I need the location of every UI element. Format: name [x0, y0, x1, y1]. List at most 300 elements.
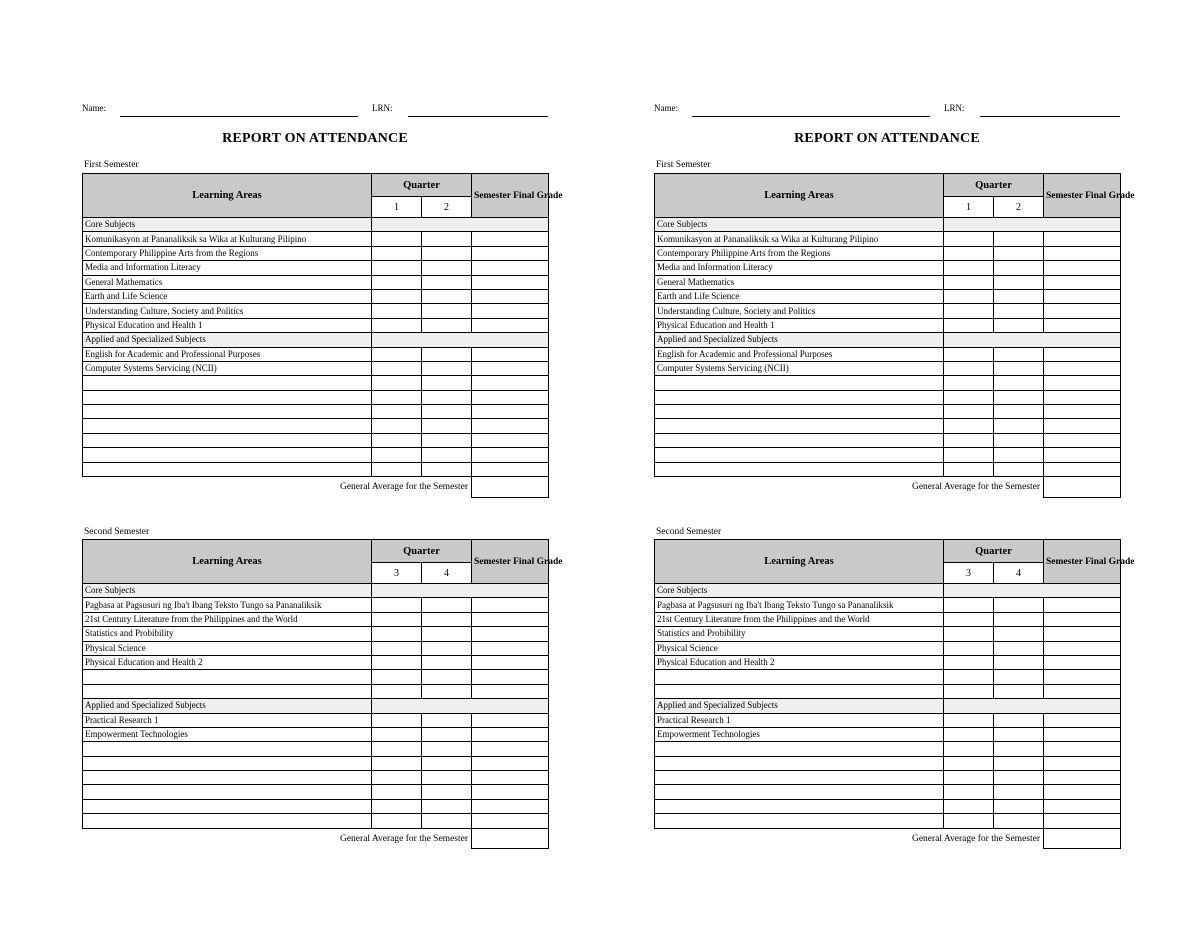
final-grade-cell[interactable] [1044, 641, 1121, 655]
quarter-grade-cell[interactable] [372, 405, 422, 419]
semester-final-grade-header: Semester Final Grade [472, 174, 549, 218]
final-grade-cell[interactable] [472, 713, 549, 727]
subject-row [83, 684, 549, 698]
quarter-grade-cell[interactable] [994, 598, 1044, 612]
report-title: REPORT ON ATTENDANCE [222, 131, 408, 146]
group-spacer [372, 218, 549, 232]
final-grade-cell[interactable] [472, 612, 549, 626]
quarter-grade-cell[interactable] [422, 641, 472, 655]
quarter-grade-cell[interactable] [944, 304, 994, 318]
quarter-grade-cell[interactable] [372, 627, 422, 641]
quarter-grade-cell[interactable] [994, 261, 1044, 275]
quarter-grade-cell[interactable] [422, 814, 472, 828]
subject-name: Physical Science [83, 641, 372, 655]
final-grade-cell[interactable] [1044, 785, 1121, 799]
quarter-grade-cell[interactable] [944, 742, 994, 756]
subject-name: Pagbasa at Pagsusuri ng Iba't Ibang Teksto Tungo sa Pananaliksik [83, 598, 372, 612]
quarter-grade-cell[interactable] [994, 289, 1044, 303]
lrn-field[interactable] [980, 116, 1120, 117]
quarter-grade-cell[interactable] [994, 361, 1044, 375]
quarter-grade-cell[interactable] [944, 405, 994, 419]
quarter-grade-cell[interactable] [944, 713, 994, 727]
final-grade-cell[interactable] [1044, 318, 1121, 332]
final-grade-cell[interactable] [472, 347, 549, 361]
final-grade-cell[interactable] [472, 799, 549, 813]
quarter-grade-cell[interactable] [372, 684, 422, 698]
quarter-grade-cell[interactable] [422, 232, 472, 246]
report-title: REPORT ON ATTENDANCE [794, 131, 980, 146]
group-spacer [944, 699, 1121, 713]
final-grade-cell[interactable] [472, 727, 549, 741]
quarter-grade-cell[interactable] [994, 232, 1044, 246]
general-average-label: General Average for the Semester [655, 828, 1044, 849]
final-grade-cell[interactable] [472, 433, 549, 447]
subject-row [655, 785, 1121, 799]
final-grade-cell[interactable] [1044, 612, 1121, 626]
subject-name [655, 785, 944, 799]
final-grade-cell[interactable] [1044, 727, 1121, 741]
quarter-grade-cell[interactable] [994, 318, 1044, 332]
second-semester-table [82, 539, 563, 849]
quarter-number: 4 [422, 563, 472, 584]
quarter-grade-cell[interactable] [994, 756, 1044, 770]
subject-name [655, 448, 944, 462]
quarter-grade-cell[interactable] [422, 655, 472, 669]
subject-name: Komunikasyon at Pananaliksik sa Wika at Kulturang Pilipino [83, 232, 372, 246]
subject-row [655, 405, 1121, 419]
final-grade-cell[interactable] [472, 785, 549, 799]
quarter-grade-cell[interactable] [372, 756, 422, 770]
final-grade-cell[interactable] [472, 405, 549, 419]
quarter-grade-cell[interactable] [944, 684, 994, 698]
general-average-label: General Average for the Semester [655, 477, 1044, 498]
lrn-field[interactable] [408, 116, 548, 117]
group-spacer [372, 333, 549, 347]
quarter-grade-cell[interactable] [994, 304, 1044, 318]
subject-row [655, 304, 1121, 318]
subject-row [83, 261, 549, 275]
subject-row [83, 814, 549, 828]
quarter-grade-cell[interactable] [944, 785, 994, 799]
quarter-grade-cell[interactable] [422, 246, 472, 260]
quarter-grade-cell[interactable] [994, 246, 1044, 260]
subject-row [83, 405, 549, 419]
subject-name: Pagbasa at Pagsusuri ng Iba't Ibang Teksto Tungo sa Pananaliksik [655, 598, 944, 612]
group-spacer [372, 699, 549, 713]
subject-name: Physical Education and Health 2 [655, 655, 944, 669]
quarter-grade-cell[interactable] [372, 361, 422, 375]
quarter-grade-cell[interactable] [372, 655, 422, 669]
final-grade-cell[interactable] [1044, 598, 1121, 612]
final-grade-cell[interactable] [1044, 433, 1121, 447]
final-grade-cell[interactable] [472, 304, 549, 318]
subject-name [83, 433, 372, 447]
final-grade-cell[interactable] [472, 655, 549, 669]
quarter-grade-cell[interactable] [372, 799, 422, 813]
quarter-grade-cell[interactable] [944, 361, 994, 375]
quarter-grade-cell[interactable] [372, 670, 422, 684]
group-spacer [944, 333, 1121, 347]
subject-row [655, 627, 1121, 641]
subject-name [655, 376, 944, 390]
final-grade-cell[interactable] [472, 390, 549, 404]
final-grade-cell[interactable] [1044, 655, 1121, 669]
subject-row [655, 684, 1121, 698]
quarter-grade-cell[interactable] [944, 799, 994, 813]
subject-row [655, 318, 1121, 332]
quarter-grade-cell[interactable] [422, 684, 472, 698]
general-average-cell[interactable] [472, 477, 549, 498]
quarter-grade-cell[interactable] [422, 261, 472, 275]
subject-row [655, 261, 1121, 275]
quarter-grade-cell[interactable] [422, 727, 472, 741]
quarter-grade-cell[interactable] [944, 641, 994, 655]
final-grade-cell[interactable] [1044, 246, 1121, 260]
quarter-grade-cell[interactable] [422, 361, 472, 375]
subject-name [83, 419, 372, 433]
quarter-grade-cell[interactable] [994, 419, 1044, 433]
quarter-grade-cell[interactable] [994, 462, 1044, 476]
quarter-grade-cell[interactable] [422, 756, 472, 770]
final-grade-cell[interactable] [472, 261, 549, 275]
quarter-grade-cell[interactable] [372, 318, 422, 332]
quarter-grade-cell[interactable] [994, 390, 1044, 404]
final-grade-cell[interactable] [472, 318, 549, 332]
general-average-cell[interactable] [1044, 477, 1121, 498]
general-average-cell[interactable] [472, 828, 549, 849]
quarter-grade-cell[interactable] [422, 376, 472, 390]
subject-row [83, 713, 549, 727]
subject-row [655, 713, 1121, 727]
name-field[interactable] [120, 116, 358, 117]
quarter-grade-cell[interactable] [944, 390, 994, 404]
subject-row [83, 756, 549, 770]
quarter-grade-cell[interactable] [944, 246, 994, 260]
applied-subjects-label: Applied and Specialized Subjects [655, 699, 944, 713]
quarter-grade-cell[interactable] [994, 670, 1044, 684]
subject-row [83, 641, 549, 655]
quarter-grade-cell[interactable] [372, 232, 422, 246]
final-grade-cell[interactable] [472, 448, 549, 462]
subject-name [83, 462, 372, 476]
subject-row [83, 304, 549, 318]
final-grade-cell[interactable] [472, 670, 549, 684]
subject-row [83, 462, 549, 476]
final-grade-cell[interactable] [472, 232, 549, 246]
final-grade-cell[interactable] [1044, 361, 1121, 375]
quarter-grade-cell[interactable] [422, 670, 472, 684]
quarter-grade-cell[interactable] [944, 756, 994, 770]
subject-name: Physical Education and Health 2 [83, 655, 372, 669]
subject-row [655, 376, 1121, 390]
quarter-grade-cell[interactable] [994, 727, 1044, 741]
student-info-row [82, 102, 548, 118]
subject-name: Media and Information Literacy [655, 261, 944, 275]
quarter-header: Quarter [944, 174, 1044, 197]
quarter-grade-cell[interactable] [944, 433, 994, 447]
final-grade-cell[interactable] [1044, 627, 1121, 641]
subject-name: 21st Century Literature from the Philippines and the World [655, 612, 944, 626]
subject-name: Empowerment Technologies [83, 727, 372, 741]
quarter-grade-cell[interactable] [944, 814, 994, 828]
subject-row [83, 670, 549, 684]
subject-name [655, 684, 944, 698]
quarter-grade-cell[interactable] [422, 304, 472, 318]
quarter-grade-cell[interactable] [944, 627, 994, 641]
quarter-grade-cell[interactable] [422, 405, 472, 419]
quarter-grade-cell[interactable] [994, 405, 1044, 419]
subject-row [655, 612, 1121, 626]
first-semester-label: First Semester [84, 160, 139, 170]
quarter-grade-cell[interactable] [422, 275, 472, 289]
applied-subjects-label: Applied and Specialized Subjects [655, 333, 944, 347]
quarter-grade-cell[interactable] [372, 376, 422, 390]
general-average-cell[interactable] [1044, 828, 1121, 849]
quarter-grade-cell[interactable] [944, 448, 994, 462]
quarter-grade-cell[interactable] [372, 390, 422, 404]
applied-subjects-label: Applied and Specialized Subjects [83, 333, 372, 347]
quarter-grade-cell[interactable] [994, 785, 1044, 799]
quarter-grade-cell[interactable] [372, 275, 422, 289]
quarter-grade-cell[interactable] [372, 304, 422, 318]
quarter-grade-cell[interactable] [422, 433, 472, 447]
quarter-grade-cell[interactable] [944, 376, 994, 390]
quarter-grade-cell[interactable] [372, 261, 422, 275]
subject-name [83, 405, 372, 419]
subject-name: General Mathematics [655, 275, 944, 289]
final-grade-cell[interactable] [1044, 713, 1121, 727]
final-grade-cell[interactable] [472, 814, 549, 828]
quarter-grade-cell[interactable] [422, 771, 472, 785]
quarter-grade-cell[interactable] [422, 598, 472, 612]
quarter-grade-cell[interactable] [944, 232, 994, 246]
final-grade-cell[interactable] [472, 641, 549, 655]
subject-name: Understanding Culture, Society and Politics [655, 304, 944, 318]
final-grade-cell[interactable] [472, 462, 549, 476]
quarter-grade-cell[interactable] [422, 462, 472, 476]
final-grade-cell[interactable] [472, 627, 549, 641]
quarter-grade-cell[interactable] [372, 598, 422, 612]
quarter-grade-cell[interactable] [372, 246, 422, 260]
quarter-grade-cell[interactable] [994, 641, 1044, 655]
final-grade-cell[interactable] [472, 771, 549, 785]
quarter-grade-cell[interactable] [372, 347, 422, 361]
subject-name [83, 684, 372, 698]
final-grade-cell[interactable] [1044, 814, 1121, 828]
quarter-grade-cell[interactable] [422, 318, 472, 332]
final-grade-cell[interactable] [1044, 261, 1121, 275]
student-info-row [654, 102, 1120, 118]
lrn-label: LRN: [944, 103, 965, 113]
subject-row [83, 655, 549, 669]
quarter-grade-cell[interactable] [994, 612, 1044, 626]
subject-row [83, 448, 549, 462]
subject-name: Practical Research 1 [83, 713, 372, 727]
final-grade-cell[interactable] [1044, 670, 1121, 684]
subject-name [83, 376, 372, 390]
final-grade-cell[interactable] [1044, 275, 1121, 289]
learning-areas-header: Learning Areas [83, 174, 372, 218]
final-grade-cell[interactable] [1044, 756, 1121, 770]
quarter-grade-cell[interactable] [372, 462, 422, 476]
subject-name [655, 405, 944, 419]
quarter-grade-cell[interactable] [422, 390, 472, 404]
final-grade-cell[interactable] [1044, 347, 1121, 361]
final-grade-cell[interactable] [1044, 405, 1121, 419]
quarter-grade-cell[interactable] [944, 670, 994, 684]
final-grade-cell[interactable] [1044, 771, 1121, 785]
final-grade-cell[interactable] [1044, 232, 1121, 246]
quarter-grade-cell[interactable] [422, 627, 472, 641]
quarter-grade-cell[interactable] [422, 448, 472, 462]
quarter-grade-cell[interactable] [372, 419, 422, 433]
quarter-grade-cell[interactable] [944, 318, 994, 332]
subject-name: Contemporary Philippine Arts from the Regions [655, 246, 944, 260]
quarter-grade-cell[interactable] [422, 799, 472, 813]
quarter-grade-cell[interactable] [944, 289, 994, 303]
final-grade-cell[interactable] [1044, 799, 1121, 813]
subject-name: General Mathematics [83, 275, 372, 289]
quarter-grade-cell[interactable] [422, 612, 472, 626]
quarter-grade-cell[interactable] [372, 612, 422, 626]
final-grade-cell[interactable] [472, 289, 549, 303]
quarter-grade-cell[interactable] [994, 627, 1044, 641]
subject-name: Understanding Culture, Society and Politics [83, 304, 372, 318]
subject-name [83, 742, 372, 756]
final-grade-cell[interactable] [1044, 376, 1121, 390]
quarter-grade-cell[interactable] [372, 727, 422, 741]
quarter-header: Quarter [944, 540, 1044, 563]
quarter-number: 1 [372, 197, 422, 218]
quarter-grade-cell[interactable] [944, 347, 994, 361]
quarter-grade-cell[interactable] [372, 433, 422, 447]
final-grade-cell[interactable] [472, 246, 549, 260]
quarter-grade-cell[interactable] [944, 598, 994, 612]
quarter-grade-cell[interactable] [372, 713, 422, 727]
quarter-grade-cell[interactable] [372, 289, 422, 303]
subject-row [655, 289, 1121, 303]
quarter-grade-cell[interactable] [422, 347, 472, 361]
quarter-grade-cell[interactable] [994, 275, 1044, 289]
general-average-label: General Average for the Semester [83, 477, 472, 498]
subject-row [655, 462, 1121, 476]
final-grade-cell[interactable] [1044, 289, 1121, 303]
quarter-grade-cell[interactable] [372, 641, 422, 655]
learning-areas-header: Learning Areas [83, 540, 372, 584]
subject-name [655, 462, 944, 476]
quarter-grade-cell[interactable] [422, 419, 472, 433]
applied-subjects-label: Applied and Specialized Subjects [83, 699, 372, 713]
quarter-grade-cell[interactable] [994, 433, 1044, 447]
final-grade-cell[interactable] [1044, 462, 1121, 476]
quarter-number: 3 [372, 563, 422, 584]
quarter-grade-cell[interactable] [372, 742, 422, 756]
subject-row [83, 727, 549, 741]
core-subjects-label: Core Subjects [655, 218, 944, 232]
final-grade-cell[interactable] [1044, 419, 1121, 433]
subject-row [655, 419, 1121, 433]
core-subjects-label: Core Subjects [83, 218, 372, 232]
quarter-grade-cell[interactable] [944, 261, 994, 275]
quarter-grade-cell[interactable] [994, 713, 1044, 727]
quarter-number: 4 [994, 563, 1044, 584]
quarter-grade-cell[interactable] [372, 814, 422, 828]
quarter-grade-cell[interactable] [944, 275, 994, 289]
second-semester-label: Second Semester [84, 527, 150, 537]
learning-areas-header: Learning Areas [655, 540, 944, 584]
name-field[interactable] [692, 116, 930, 117]
quarter-grade-cell[interactable] [994, 799, 1044, 813]
quarter-grade-cell[interactable] [944, 612, 994, 626]
quarter-grade-cell[interactable] [994, 448, 1044, 462]
quarter-grade-cell[interactable] [422, 713, 472, 727]
quarter-grade-cell[interactable] [372, 448, 422, 462]
final-grade-cell[interactable] [472, 742, 549, 756]
final-grade-cell[interactable] [1044, 742, 1121, 756]
final-grade-cell[interactable] [1044, 448, 1121, 462]
subject-name: Empowerment Technologies [655, 727, 944, 741]
group-spacer [944, 584, 1121, 598]
subject-name: Computer Systems Servicing (NCII) [655, 361, 944, 375]
quarter-grade-cell[interactable] [994, 376, 1044, 390]
subject-row [655, 727, 1121, 741]
quarter-grade-cell[interactable] [944, 655, 994, 669]
subject-name [83, 771, 372, 785]
subject-row [83, 347, 549, 361]
quarter-grade-cell[interactable] [994, 771, 1044, 785]
final-grade-cell[interactable] [1044, 304, 1121, 318]
subject-row [83, 246, 549, 260]
quarter-number: 1 [944, 197, 994, 218]
final-grade-cell[interactable] [1044, 684, 1121, 698]
subject-name [655, 814, 944, 828]
quarter-grade-cell[interactable] [422, 785, 472, 799]
general-average-label: General Average for the Semester [83, 828, 472, 849]
final-grade-cell[interactable] [472, 419, 549, 433]
quarter-grade-cell[interactable] [994, 347, 1044, 361]
subject-name [83, 814, 372, 828]
subject-row [655, 756, 1121, 770]
final-grade-cell[interactable] [472, 376, 549, 390]
subject-name: Komunikasyon at Pananaliksik sa Wika at Kulturang Pilipino [655, 232, 944, 246]
quarter-grade-cell[interactable] [944, 727, 994, 741]
quarter-grade-cell[interactable] [994, 655, 1044, 669]
final-grade-cell[interactable] [472, 598, 549, 612]
quarter-grade-cell[interactable] [372, 771, 422, 785]
quarter-grade-cell[interactable] [994, 814, 1044, 828]
first-semester-table [82, 173, 563, 498]
subject-row [83, 598, 549, 612]
final-grade-cell[interactable] [472, 361, 549, 375]
final-grade-cell[interactable] [472, 684, 549, 698]
quarter-grade-cell[interactable] [422, 742, 472, 756]
subject-name: English for Academic and Professional Purposes [83, 347, 372, 361]
quarter-grade-cell[interactable] [994, 742, 1044, 756]
quarter-grade-cell[interactable] [994, 684, 1044, 698]
core-subjects-label: Core Subjects [655, 584, 944, 598]
quarter-grade-cell[interactable] [944, 462, 994, 476]
quarter-grade-cell[interactable] [372, 785, 422, 799]
final-grade-cell[interactable] [1044, 390, 1121, 404]
quarter-grade-cell[interactable] [422, 289, 472, 303]
subject-row [655, 670, 1121, 684]
subject-name [655, 742, 944, 756]
final-grade-cell[interactable] [472, 275, 549, 289]
quarter-grade-cell[interactable] [944, 771, 994, 785]
quarter-grade-cell[interactable] [944, 419, 994, 433]
quarter-number: 2 [994, 197, 1044, 218]
final-grade-cell[interactable] [472, 756, 549, 770]
